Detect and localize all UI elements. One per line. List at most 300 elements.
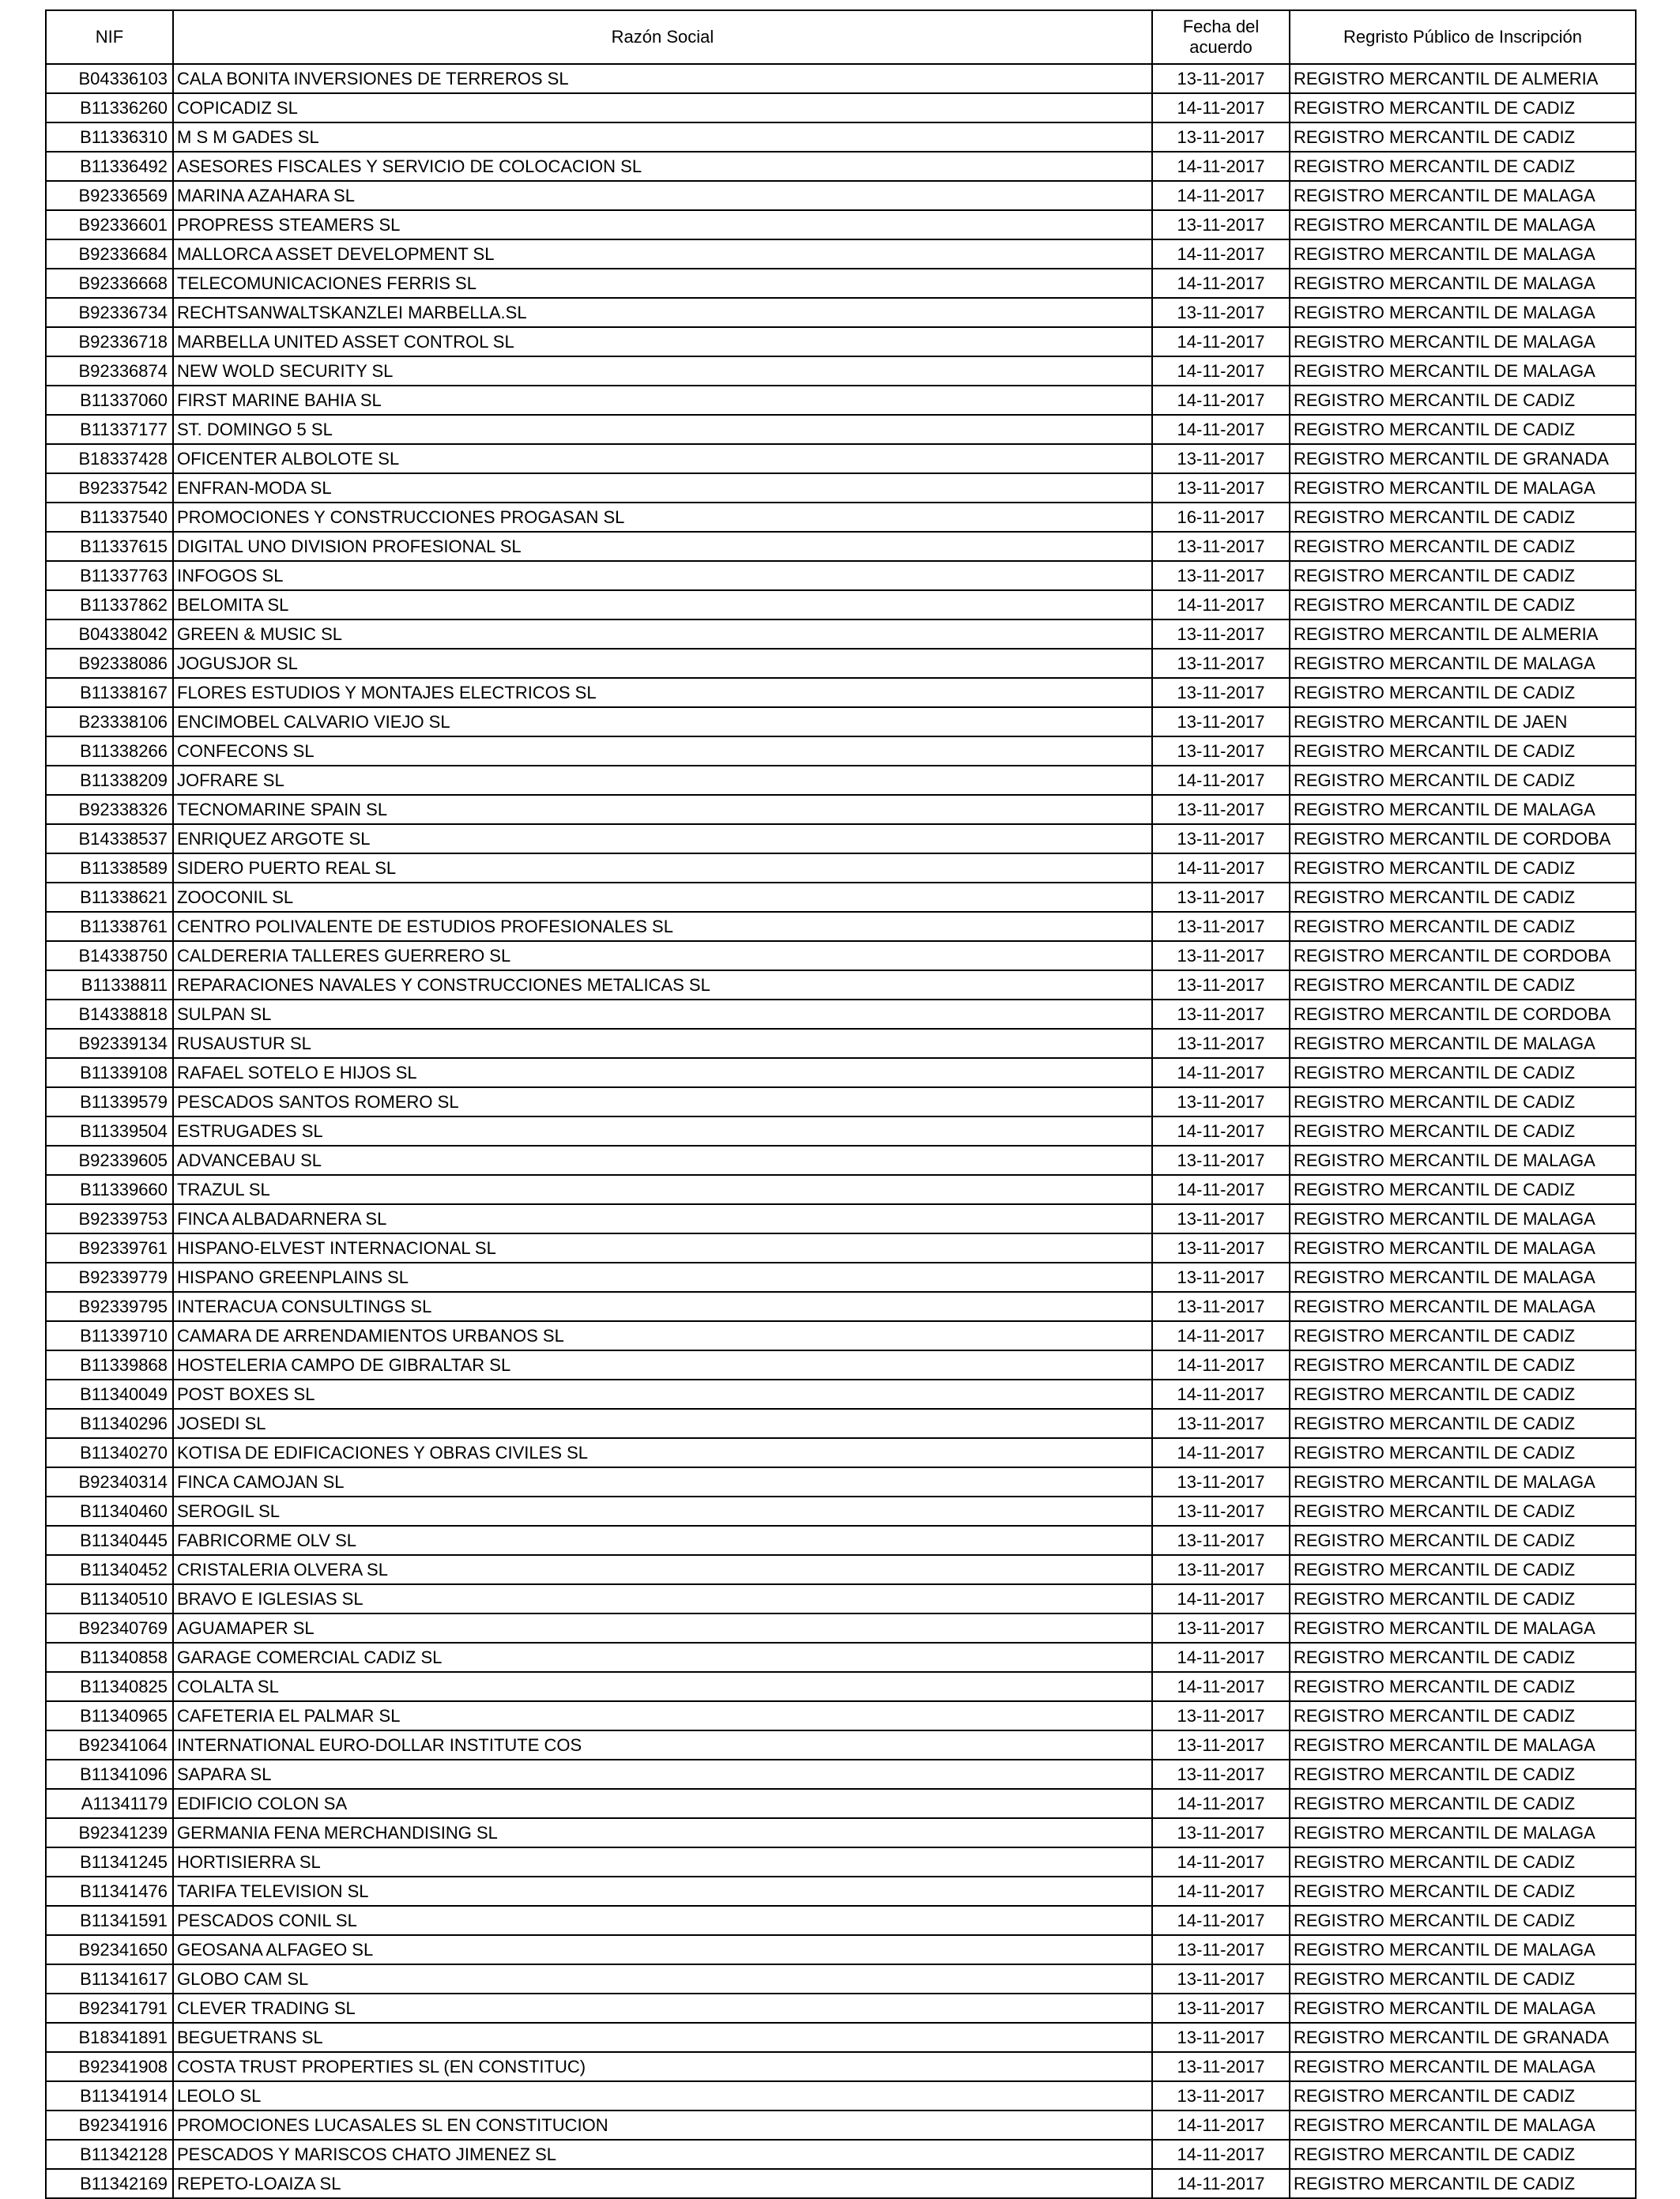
cell-razon-social: SEROGIL SL	[173, 1497, 1152, 1526]
table-row	[46, 824, 1636, 853]
cell-fecha-acuerdo: 13-11-2017	[1152, 1555, 1290, 1584]
cell-nif: B18337428	[46, 444, 173, 473]
cell-fecha-acuerdo: 14-11-2017	[1152, 2140, 1290, 2169]
table-row	[46, 386, 1636, 415]
cell-razon-social: SIDERO PUERTO REAL SL	[173, 853, 1152, 883]
cell-nif: B92341916	[46, 2111, 173, 2140]
cell-razon-social: PROMOCIONES LUCASALES SL EN CONSTITUCION	[173, 2111, 1152, 2140]
cell-nif: B92338326	[46, 795, 173, 824]
cell-fecha-acuerdo: 14-11-2017	[1152, 1906, 1290, 1935]
cell-nif: B23338106	[46, 707, 173, 736]
table-row	[46, 298, 1636, 327]
cell-nif: B92340769	[46, 1613, 173, 1643]
cell-fecha-acuerdo: 13-11-2017	[1152, 1526, 1290, 1555]
cell-registro: REGISTRO MERCANTIL DE CADIZ	[1290, 415, 1636, 444]
cell-fecha-acuerdo: 14-11-2017	[1152, 766, 1290, 795]
cell-fecha-acuerdo: 13-11-2017	[1152, 1935, 1290, 1964]
table-row	[46, 2023, 1636, 2052]
cell-registro: REGISTRO MERCANTIL DE ALMERIA	[1290, 64, 1636, 93]
cell-fecha-acuerdo: 13-11-2017	[1152, 1292, 1290, 1321]
cell-fecha-acuerdo: 13-11-2017	[1152, 1730, 1290, 1760]
cell-nif: B92340314	[46, 1467, 173, 1497]
table-row	[46, 1643, 1636, 1672]
cell-razon-social: COLALTA SL	[173, 1672, 1152, 1701]
cell-fecha-acuerdo: 13-11-2017	[1152, 473, 1290, 503]
table-row	[46, 532, 1636, 561]
cell-fecha-acuerdo: 13-11-2017	[1152, 64, 1290, 93]
cell-razon-social: CRISTALERIA OLVERA SL	[173, 1555, 1152, 1584]
cell-fecha-acuerdo: 13-11-2017	[1152, 1760, 1290, 1789]
cell-nif: B92341239	[46, 1818, 173, 1847]
cell-nif: B11336310	[46, 122, 173, 152]
cell-nif: B11338167	[46, 678, 173, 707]
cell-razon-social: GREEN & MUSIC SL	[173, 619, 1152, 649]
cell-razon-social: BEGUETRANS SL	[173, 2023, 1152, 2052]
cell-razon-social: GERMANIA FENA MERCHANDISING SL	[173, 1818, 1152, 1847]
cell-registro: REGISTRO MERCANTIL DE MALAGA	[1290, 1263, 1636, 1292]
table-row	[46, 649, 1636, 678]
cell-nif: B14338537	[46, 824, 173, 853]
cell-registro: REGISTRO MERCANTIL DE CADIZ	[1290, 590, 1636, 619]
cell-fecha-acuerdo: 13-11-2017	[1152, 1000, 1290, 1029]
cell-nif: B11342169	[46, 2169, 173, 2198]
table-row	[46, 1701, 1636, 1730]
cell-nif: B92336734	[46, 298, 173, 327]
cell-registro: REGISTRO MERCANTIL DE CADIZ	[1290, 1877, 1636, 1906]
cell-razon-social: CALDERERIA TALLERES GUERRERO SL	[173, 941, 1152, 970]
cell-razon-social: ZOOCONIL SL	[173, 883, 1152, 912]
cell-razon-social: DIGITAL UNO DIVISION PROFESIONAL SL	[173, 532, 1152, 561]
cell-nif: B11338621	[46, 883, 173, 912]
cell-registro: REGISTRO MERCANTIL DE CADIZ	[1290, 93, 1636, 122]
cell-fecha-acuerdo: 14-11-2017	[1152, 1321, 1290, 1350]
cell-razon-social: SULPAN SL	[173, 1000, 1152, 1029]
cell-nif: B11339108	[46, 1058, 173, 1087]
cell-nif: B11338589	[46, 853, 173, 883]
cell-nif: B14338750	[46, 941, 173, 970]
cell-registro: REGISTRO MERCANTIL DE CORDOBA	[1290, 824, 1636, 853]
table-row	[46, 473, 1636, 503]
column-header-fecha-line1: Fecha del	[1182, 17, 1260, 36]
cell-razon-social: COSTA TRUST PROPERTIES SL (EN CONSTITUC)	[173, 2052, 1152, 2081]
cell-razon-social: AGUAMAPER SL	[173, 1613, 1152, 1643]
cell-fecha-acuerdo: 13-11-2017	[1152, 1994, 1290, 2023]
table-row	[46, 619, 1636, 649]
cell-fecha-acuerdo: 13-11-2017	[1152, 941, 1290, 970]
cell-fecha-acuerdo: 13-11-2017	[1152, 707, 1290, 736]
cell-nif: B11339710	[46, 1321, 173, 1350]
cell-razon-social: PESCADOS CONIL SL	[173, 1906, 1152, 1935]
cell-nif: B92339753	[46, 1204, 173, 1233]
cell-razon-social: REPARACIONES NAVALES Y CONSTRUCCIONES METALICAS SL	[173, 970, 1152, 1000]
cell-nif: B11339504	[46, 1116, 173, 1146]
cell-razon-social: PROMOCIONES Y CONSTRUCCIONES PROGASAN SL	[173, 503, 1152, 532]
table-row	[46, 1175, 1636, 1204]
cell-fecha-acuerdo: 14-11-2017	[1152, 1643, 1290, 1672]
cell-nif: B11341591	[46, 1906, 173, 1935]
cell-registro: REGISTRO MERCANTIL DE CORDOBA	[1290, 941, 1636, 970]
table-row	[46, 707, 1636, 736]
table-row	[46, 93, 1636, 122]
cell-razon-social: POST BOXES SL	[173, 1380, 1152, 1409]
cell-fecha-acuerdo: 14-11-2017	[1152, 1789, 1290, 1818]
cell-fecha-acuerdo: 14-11-2017	[1152, 2169, 1290, 2198]
cell-nif: B04336103	[46, 64, 173, 93]
cell-registro: REGISTRO MERCANTIL DE CADIZ	[1290, 561, 1636, 590]
cell-nif: B92339605	[46, 1146, 173, 1175]
cell-razon-social: BRAVO E IGLESIAS SL	[173, 1584, 1152, 1613]
cell-razon-social: FLORES ESTUDIOS Y MONTAJES ELECTRICOS SL	[173, 678, 1152, 707]
cell-registro: REGISTRO MERCANTIL DE CADIZ	[1290, 883, 1636, 912]
cell-razon-social: M S M GADES SL	[173, 122, 1152, 152]
table-row	[46, 1497, 1636, 1526]
table-row	[46, 1350, 1636, 1380]
cell-registro: REGISTRO MERCANTIL DE CADIZ	[1290, 1906, 1636, 1935]
cell-nif: B11339660	[46, 1175, 173, 1204]
cell-fecha-acuerdo: 16-11-2017	[1152, 503, 1290, 532]
cell-razon-social: CONFECONS SL	[173, 736, 1152, 766]
cell-razon-social: LEOLO SL	[173, 2081, 1152, 2111]
table-row	[46, 1906, 1636, 1935]
cell-registro: REGISTRO MERCANTIL DE CADIZ	[1290, 1526, 1636, 1555]
table-header	[46, 10, 1636, 64]
table-row	[46, 1730, 1636, 1760]
cell-registro: REGISTRO MERCANTIL DE MALAGA	[1290, 1204, 1636, 1233]
cell-fecha-acuerdo: 13-11-2017	[1152, 298, 1290, 327]
cell-fecha-acuerdo: 13-11-2017	[1152, 883, 1290, 912]
cell-razon-social: INTERNATIONAL EURO-DOLLAR INSTITUTE COS	[173, 1730, 1152, 1760]
cell-registro: REGISTRO MERCANTIL DE CADIZ	[1290, 152, 1636, 181]
table-row	[46, 736, 1636, 766]
table-row	[46, 122, 1636, 152]
cell-nif: B92338086	[46, 649, 173, 678]
cell-registro: REGISTRO MERCANTIL DE CADIZ	[1290, 2140, 1636, 2169]
cell-fecha-acuerdo: 13-11-2017	[1152, 795, 1290, 824]
registry-sheet	[45, 9, 1635, 2199]
cell-nif: B11339579	[46, 1087, 173, 1116]
cell-razon-social: BELOMITA SL	[173, 590, 1152, 619]
cell-razon-social: JOGUSJOR SL	[173, 649, 1152, 678]
table-row	[46, 1029, 1636, 1058]
cell-registro: REGISTRO MERCANTIL DE MALAGA	[1290, 1292, 1636, 1321]
table-row	[46, 1058, 1636, 1087]
cell-registro: REGISTRO MERCANTIL DE MALAGA	[1290, 1233, 1636, 1263]
cell-fecha-acuerdo: 13-11-2017	[1152, 1146, 1290, 1175]
cell-fecha-acuerdo: 13-11-2017	[1152, 1818, 1290, 1847]
cell-registro: REGISTRO MERCANTIL DE CADIZ	[1290, 1438, 1636, 1467]
cell-registro: REGISTRO MERCANTIL DE MALAGA	[1290, 1935, 1636, 1964]
cell-razon-social: HORTISIERRA SL	[173, 1847, 1152, 1877]
cell-razon-social: FABRICORME OLV SL	[173, 1526, 1152, 1555]
cell-razon-social: ESTRUGADES SL	[173, 1116, 1152, 1146]
cell-registro: REGISTRO MERCANTIL DE MALAGA	[1290, 298, 1636, 327]
cell-fecha-acuerdo: 14-11-2017	[1152, 1672, 1290, 1701]
column-header-razon-social: Razón Social	[173, 10, 1152, 64]
table-row	[46, 2111, 1636, 2140]
table-row	[46, 795, 1636, 824]
cell-registro: REGISTRO MERCANTIL DE CADIZ	[1290, 1409, 1636, 1438]
cell-fecha-acuerdo: 14-11-2017	[1152, 181, 1290, 210]
cell-fecha-acuerdo: 13-11-2017	[1152, 1701, 1290, 1730]
table-row	[46, 1877, 1636, 1906]
table-row	[46, 1584, 1636, 1613]
cell-fecha-acuerdo: 14-11-2017	[1152, 853, 1290, 883]
cell-nif: B11341476	[46, 1877, 173, 1906]
cell-registro: REGISTRO MERCANTIL DE MALAGA	[1290, 356, 1636, 386]
cell-nif: B11337540	[46, 503, 173, 532]
cell-fecha-acuerdo: 13-11-2017	[1152, 1613, 1290, 1643]
cell-fecha-acuerdo: 14-11-2017	[1152, 1877, 1290, 1906]
cell-registro: REGISTRO MERCANTIL DE MALAGA	[1290, 327, 1636, 356]
cell-nif: B11341245	[46, 1847, 173, 1877]
cell-nif: B92339779	[46, 1263, 173, 1292]
cell-razon-social: PROPRESS STEAMERS SL	[173, 210, 1152, 239]
table-row	[46, 1760, 1636, 1789]
cell-registro: REGISTRO MERCANTIL DE CADIZ	[1290, 736, 1636, 766]
cell-nif: B92341791	[46, 1994, 173, 2023]
column-header-registro: Regristo Público de Inscripción	[1290, 10, 1636, 64]
cell-fecha-acuerdo: 14-11-2017	[1152, 415, 1290, 444]
cell-razon-social: REPETO-LOAIZA SL	[173, 2169, 1152, 2198]
cell-razon-social: CAFETERIA EL PALMAR SL	[173, 1701, 1152, 1730]
cell-fecha-acuerdo: 13-11-2017	[1152, 824, 1290, 853]
cell-registro: REGISTRO MERCANTIL DE JAEN	[1290, 707, 1636, 736]
cell-registro: REGISTRO MERCANTIL DE CADIZ	[1290, 1087, 1636, 1116]
cell-registro: REGISTRO MERCANTIL DE MALAGA	[1290, 473, 1636, 503]
cell-registro: REGISTRO MERCANTIL DE MALAGA	[1290, 1730, 1636, 1760]
cell-registro: REGISTRO MERCANTIL DE CADIZ	[1290, 1643, 1636, 1672]
cell-fecha-acuerdo: 13-11-2017	[1152, 649, 1290, 678]
cell-razon-social: ST. DOMINGO 5 SL	[173, 415, 1152, 444]
cell-registro: REGISTRO MERCANTIL DE CADIZ	[1290, 503, 1636, 532]
cell-nif: B11338209	[46, 766, 173, 795]
cell-registro: REGISTRO MERCANTIL DE MALAGA	[1290, 2111, 1636, 2140]
cell-fecha-acuerdo: 13-11-2017	[1152, 970, 1290, 1000]
cell-nif: B92341064	[46, 1730, 173, 1760]
cell-nif: B11337177	[46, 415, 173, 444]
cell-registro: REGISTRO MERCANTIL DE MALAGA	[1290, 1467, 1636, 1497]
cell-nif: B11338811	[46, 970, 173, 1000]
table-row	[46, 444, 1636, 473]
cell-nif: B92336668	[46, 269, 173, 298]
cell-nif: B11340858	[46, 1643, 173, 1672]
cell-registro: REGISTRO MERCANTIL DE MALAGA	[1290, 210, 1636, 239]
cell-razon-social: ENCIMOBEL CALVARIO VIEJO SL	[173, 707, 1152, 736]
cell-registro: REGISTRO MERCANTIL DE GRANADA	[1290, 2023, 1636, 2052]
cell-razon-social: TELECOMUNICACIONES FERRIS SL	[173, 269, 1152, 298]
cell-fecha-acuerdo: 14-11-2017	[1152, 239, 1290, 269]
cell-razon-social: TRAZUL SL	[173, 1175, 1152, 1204]
table-row	[46, 239, 1636, 269]
cell-registro: REGISTRO MERCANTIL DE MALAGA	[1290, 269, 1636, 298]
table-row	[46, 970, 1636, 1000]
cell-nif: B11340445	[46, 1526, 173, 1555]
cell-fecha-acuerdo: 13-11-2017	[1152, 1409, 1290, 1438]
cell-razon-social: MALLORCA ASSET DEVELOPMENT SL	[173, 239, 1152, 269]
cell-razon-social: HOSTELERIA CAMPO DE GIBRALTAR SL	[173, 1350, 1152, 1380]
cell-nif: B11338761	[46, 912, 173, 941]
cell-fecha-acuerdo: 14-11-2017	[1152, 152, 1290, 181]
cell-nif: B11341914	[46, 2081, 173, 2111]
cell-nif: B11340049	[46, 1380, 173, 1409]
cell-nif: B11337763	[46, 561, 173, 590]
cell-nif: B11340270	[46, 1438, 173, 1467]
cell-razon-social: KOTISA DE EDIFICACIONES Y OBRAS CIVILES SL	[173, 1438, 1152, 1467]
cell-nif: B11340965	[46, 1701, 173, 1730]
cell-nif: B92339795	[46, 1292, 173, 1321]
companies-table	[45, 9, 1637, 2199]
cell-registro: REGISTRO MERCANTIL DE CORDOBA	[1290, 1000, 1636, 1029]
cell-fecha-acuerdo: 13-11-2017	[1152, 2052, 1290, 2081]
cell-nif: B11341617	[46, 1964, 173, 1994]
cell-razon-social: ASESORES FISCALES Y SERVICIO DE COLOCACION SL	[173, 152, 1152, 181]
cell-fecha-acuerdo: 13-11-2017	[1152, 122, 1290, 152]
table-row	[46, 1146, 1636, 1175]
cell-nif: B11337060	[46, 386, 173, 415]
table-row	[46, 1994, 1636, 2023]
cell-registro: REGISTRO MERCANTIL DE GRANADA	[1290, 444, 1636, 473]
cell-razon-social: RAFAEL SOTELO E HIJOS SL	[173, 1058, 1152, 1087]
cell-registro: REGISTRO MERCANTIL DE MALAGA	[1290, 1029, 1636, 1058]
cell-razon-social: ADVANCEBAU SL	[173, 1146, 1152, 1175]
cell-registro: REGISTRO MERCANTIL DE ALMERIA	[1290, 619, 1636, 649]
cell-registro: REGISTRO MERCANTIL DE CADIZ	[1290, 1964, 1636, 1994]
cell-razon-social: CAMARA DE ARRENDAMIENTOS URBANOS SL	[173, 1321, 1152, 1350]
cell-fecha-acuerdo: 13-11-2017	[1152, 912, 1290, 941]
cell-nif: B92336569	[46, 181, 173, 210]
table-row	[46, 1380, 1636, 1409]
cell-registro: REGISTRO MERCANTIL DE CADIZ	[1290, 678, 1636, 707]
cell-registro: REGISTRO MERCANTIL DE MALAGA	[1290, 1146, 1636, 1175]
cell-registro: REGISTRO MERCANTIL DE MALAGA	[1290, 181, 1636, 210]
column-header-fecha	[1152, 10, 1290, 64]
cell-razon-social: GARAGE COMERCIAL CADIZ SL	[173, 1643, 1152, 1672]
cell-registro: REGISTRO MERCANTIL DE CADIZ	[1290, 2081, 1636, 2111]
cell-nif: B11341096	[46, 1760, 173, 1789]
table-row	[46, 269, 1636, 298]
cell-razon-social: INFOGOS SL	[173, 561, 1152, 590]
table-row	[46, 2081, 1636, 2111]
cell-fecha-acuerdo: 13-11-2017	[1152, 2023, 1290, 2052]
cell-fecha-acuerdo: 13-11-2017	[1152, 678, 1290, 707]
cell-razon-social: CALA BONITA INVERSIONES DE TERREROS SL	[173, 64, 1152, 93]
cell-fecha-acuerdo: 14-11-2017	[1152, 1584, 1290, 1613]
cell-nif: B11337862	[46, 590, 173, 619]
cell-nif: B92336684	[46, 239, 173, 269]
table-row	[46, 1263, 1636, 1292]
cell-registro: REGISTRO MERCANTIL DE CADIZ	[1290, 970, 1636, 1000]
table-row	[46, 2052, 1636, 2081]
table-row	[46, 1467, 1636, 1497]
cell-nif: B11339868	[46, 1350, 173, 1380]
cell-nif: B11340825	[46, 1672, 173, 1701]
cell-razon-social: HISPANO-ELVEST INTERNACIONAL SL	[173, 1233, 1152, 1263]
cell-nif: B11340452	[46, 1555, 173, 1584]
cell-registro: REGISTRO MERCANTIL DE CADIZ	[1290, 532, 1636, 561]
cell-registro: REGISTRO MERCANTIL DE CADIZ	[1290, 1175, 1636, 1204]
cell-registro: REGISTRO MERCANTIL DE MALAGA	[1290, 795, 1636, 824]
table-row	[46, 1409, 1636, 1438]
table-row	[46, 561, 1636, 590]
cell-nif: B92341650	[46, 1935, 173, 1964]
cell-nif: B14338818	[46, 1000, 173, 1029]
table-row	[46, 766, 1636, 795]
cell-registro: REGISTRO MERCANTIL DE CADIZ	[1290, 386, 1636, 415]
cell-nif: B11338266	[46, 736, 173, 766]
cell-nif: B11342128	[46, 2140, 173, 2169]
cell-nif: B92337542	[46, 473, 173, 503]
cell-registro: REGISTRO MERCANTIL DE MALAGA	[1290, 239, 1636, 269]
cell-razon-social: TARIFA TELEVISION SL	[173, 1877, 1152, 1906]
table-row	[46, 1292, 1636, 1321]
cell-razon-social: HISPANO GREENPLAINS SL	[173, 1263, 1152, 1292]
cell-razon-social: CENTRO POLIVALENTE DE ESTUDIOS PROFESIONALES SL	[173, 912, 1152, 941]
cell-fecha-acuerdo: 14-11-2017	[1152, 1438, 1290, 1467]
cell-registro: REGISTRO MERCANTIL DE CADIZ	[1290, 1380, 1636, 1409]
cell-razon-social: GLOBO CAM SL	[173, 1964, 1152, 1994]
table-row	[46, 327, 1636, 356]
cell-fecha-acuerdo: 14-11-2017	[1152, 1350, 1290, 1380]
table-row	[46, 1116, 1636, 1146]
cell-fecha-acuerdo: 13-11-2017	[1152, 561, 1290, 590]
cell-razon-social: INTERACUA CONSULTINGS SL	[173, 1292, 1152, 1321]
cell-razon-social: GEOSANA ALFAGEO SL	[173, 1935, 1152, 1964]
table-row	[46, 415, 1636, 444]
cell-nif: B92336874	[46, 356, 173, 386]
table-row	[46, 1935, 1636, 1964]
cell-registro: REGISTRO MERCANTIL DE CADIZ	[1290, 1555, 1636, 1584]
cell-registro: REGISTRO MERCANTIL DE CADIZ	[1290, 1058, 1636, 1087]
cell-registro: REGISTRO MERCANTIL DE CADIZ	[1290, 766, 1636, 795]
cell-nif: B11336492	[46, 152, 173, 181]
cell-registro: REGISTRO MERCANTIL DE CADIZ	[1290, 853, 1636, 883]
cell-registro: REGISTRO MERCANTIL DE CADIZ	[1290, 912, 1636, 941]
table-row	[46, 1672, 1636, 1701]
cell-registro: REGISTRO MERCANTIL DE MALAGA	[1290, 1818, 1636, 1847]
table-row	[46, 1204, 1636, 1233]
column-header-fecha-line2: acuerdo	[1189, 37, 1252, 57]
cell-fecha-acuerdo: 13-11-2017	[1152, 1087, 1290, 1116]
cell-nif: B92341908	[46, 2052, 173, 2081]
cell-fecha-acuerdo: 13-11-2017	[1152, 1204, 1290, 1233]
cell-fecha-acuerdo: 14-11-2017	[1152, 1058, 1290, 1087]
cell-fecha-acuerdo: 14-11-2017	[1152, 1380, 1290, 1409]
cell-razon-social: CLEVER TRADING SL	[173, 1994, 1152, 2023]
cell-razon-social: RUSAUSTUR SL	[173, 1029, 1152, 1058]
cell-fecha-acuerdo: 13-11-2017	[1152, 736, 1290, 766]
table-row	[46, 1613, 1636, 1643]
cell-fecha-acuerdo: 13-11-2017	[1152, 444, 1290, 473]
cell-registro: REGISTRO MERCANTIL DE CADIZ	[1290, 1701, 1636, 1730]
cell-fecha-acuerdo: 14-11-2017	[1152, 2111, 1290, 2140]
cell-fecha-acuerdo: 13-11-2017	[1152, 1263, 1290, 1292]
table-row	[46, 678, 1636, 707]
cell-registro: REGISTRO MERCANTIL DE CADIZ	[1290, 1350, 1636, 1380]
cell-razon-social: MARBELLA UNITED ASSET CONTROL SL	[173, 327, 1152, 356]
cell-razon-social: JOSEDI SL	[173, 1409, 1152, 1438]
cell-registro: REGISTRO MERCANTIL DE MALAGA	[1290, 2052, 1636, 2081]
cell-razon-social: JOFRARE SL	[173, 766, 1152, 795]
cell-nif: B11340296	[46, 1409, 173, 1438]
table-row	[46, 853, 1636, 883]
table-row	[46, 1000, 1636, 1029]
cell-razon-social: FINCA ALBADARNERA SL	[173, 1204, 1152, 1233]
cell-registro: REGISTRO MERCANTIL DE MALAGA	[1290, 649, 1636, 678]
cell-fecha-acuerdo: 14-11-2017	[1152, 269, 1290, 298]
cell-registro: REGISTRO MERCANTIL DE CADIZ	[1290, 1116, 1636, 1146]
table-row	[46, 1438, 1636, 1467]
table-row	[46, 1789, 1636, 1818]
